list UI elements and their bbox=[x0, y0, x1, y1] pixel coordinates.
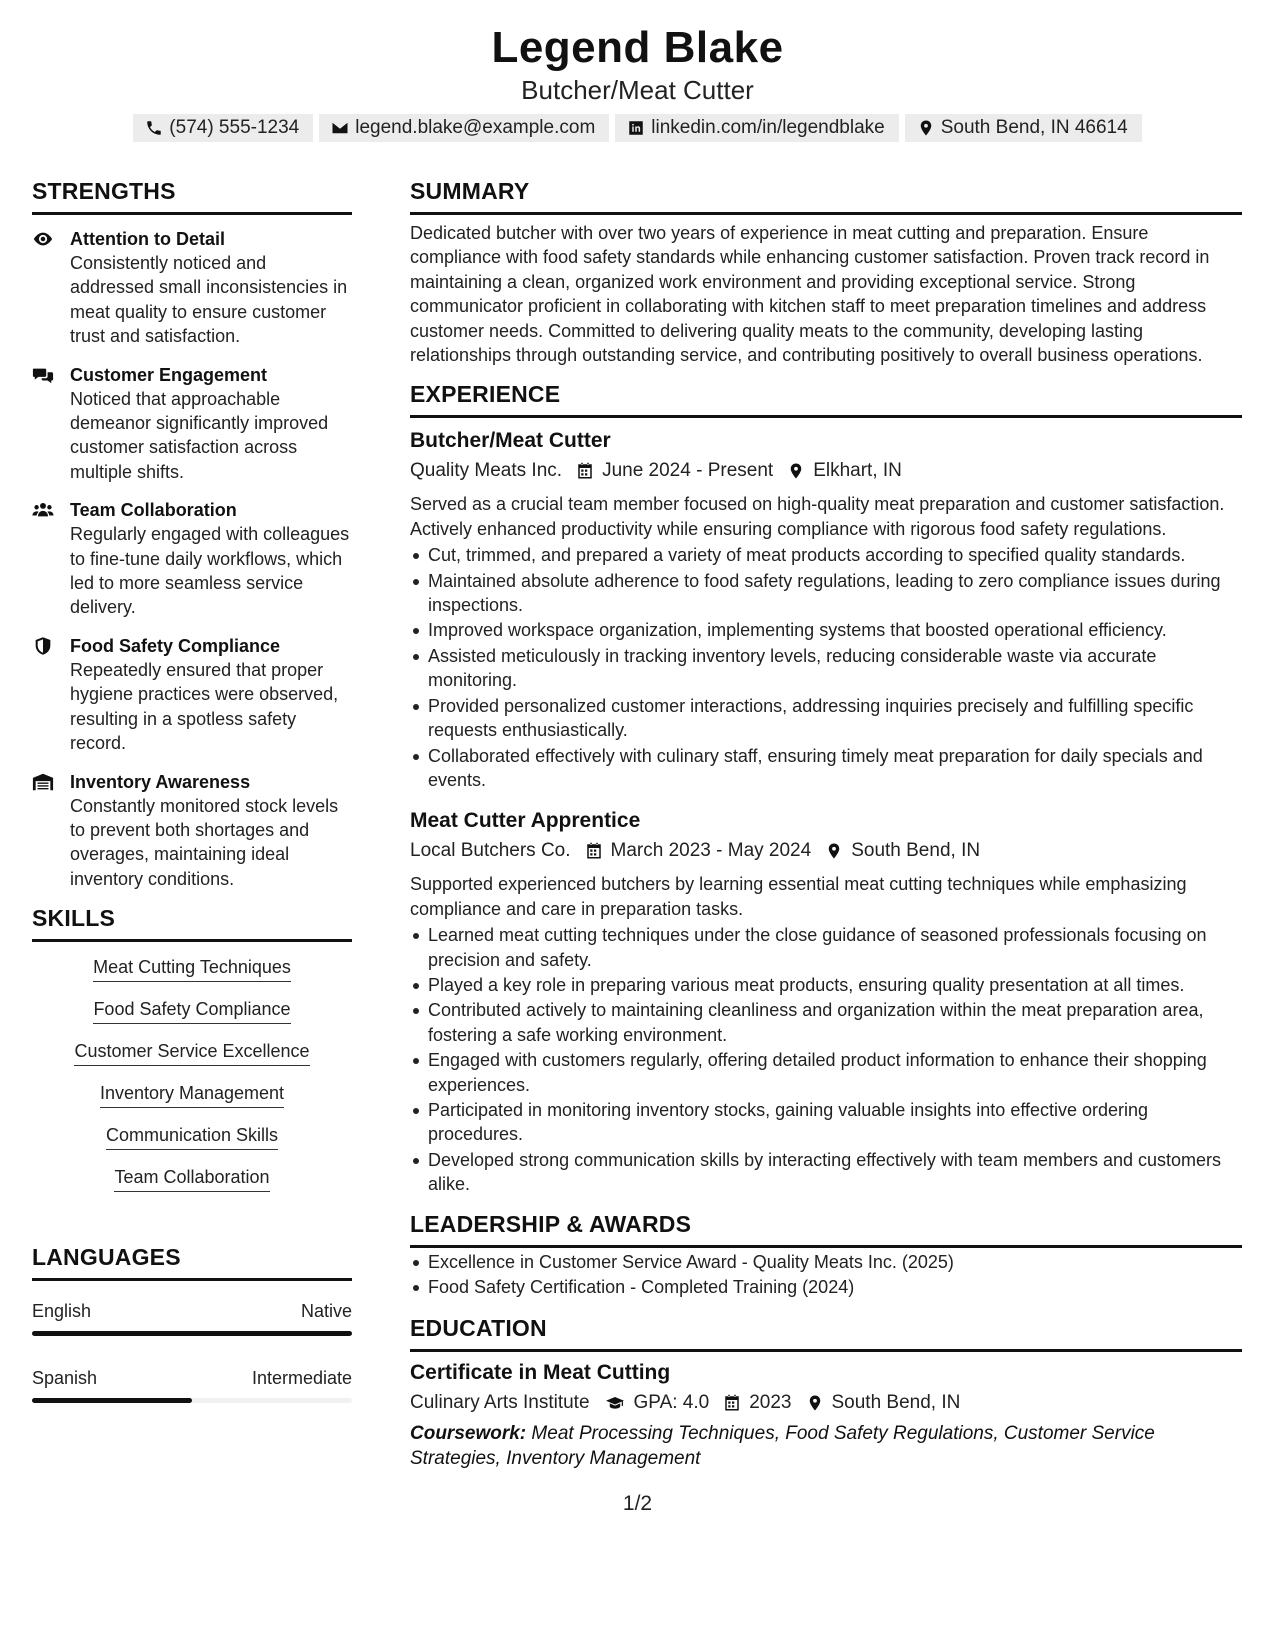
job-bullet: Contributed actively to maintaining cleanliness and organization within the meat preparation area, fostering a safe working environment. bbox=[428, 998, 1242, 1047]
language-item bbox=[32, 1299, 352, 1336]
job-company: Quality Meats Inc. bbox=[410, 460, 563, 482]
contact-linkedin[interactable] bbox=[615, 114, 898, 142]
skill-tag: Meat Cutting Techniques bbox=[93, 956, 291, 982]
location-pin-icon bbox=[825, 842, 843, 860]
job-dates: March 2023 - May 2024 bbox=[610, 840, 812, 862]
coursework bbox=[410, 1422, 1242, 1471]
job-bullet: Maintained absolute adherence to food safety regulations, leading to zero compliance issues during inspections. bbox=[428, 569, 1242, 618]
resume-header bbox=[0, 0, 1275, 142]
language-proficiency-bar bbox=[32, 1331, 352, 1336]
candidate-name: Legend Blake bbox=[491, 23, 784, 72]
skills-section bbox=[32, 905, 352, 1208]
language-item bbox=[32, 1366, 352, 1403]
gpa: GPA: 4.0 bbox=[633, 1392, 710, 1414]
job-bullet: Played a key role in preparing various meat products, ensuring quality presentation at all times. bbox=[428, 973, 1242, 997]
job-bullet: Collaborated effectively with culinary staff, ensuring timely meat preparation for daily specials and events. bbox=[428, 744, 1242, 793]
skill-tag: Customer Service Excellence bbox=[74, 1040, 309, 1066]
location-pin-icon bbox=[787, 462, 805, 480]
languages-section bbox=[32, 1244, 352, 1403]
warehouse-icon bbox=[32, 772, 54, 792]
strength-title: Inventory Awareness bbox=[70, 771, 251, 792]
skill-tag: Inventory Management bbox=[100, 1082, 284, 1108]
language-proficiency-fill bbox=[32, 1398, 192, 1403]
summary-section bbox=[410, 178, 1242, 367]
contact-email[interactable] bbox=[319, 114, 609, 142]
job-bullet: Developed strong communication skills by interacting effectively with team members and customers alike. bbox=[428, 1148, 1242, 1197]
strength-item bbox=[32, 634, 352, 756]
job-bullet: Learned meat cutting techniques under the close guidance of seasoned professionals focusing on precision and safety. bbox=[428, 923, 1242, 972]
award-item: Food Safety Certification - Completed Training (2024) bbox=[428, 1275, 1242, 1299]
strengths-section bbox=[32, 178, 352, 891]
education-section bbox=[410, 1315, 1242, 1471]
eye-icon bbox=[32, 229, 54, 249]
job-bullet: Provided personalized customer interactions, addressing inquiries precisely and fulfilling specific requests enthusiastically. bbox=[428, 694, 1242, 743]
awards-section bbox=[410, 1211, 1242, 1300]
strength-desc: Repeatedly ensured that proper hygiene practices were observed, resulting in a spotless safety record. bbox=[70, 659, 339, 754]
graduation-year: 2023 bbox=[749, 1392, 792, 1414]
degree-title: Certificate in Meat Cutting bbox=[410, 1361, 671, 1385]
strength-title: Attention to Detail bbox=[70, 229, 225, 249]
school-name: Culinary Arts Institute bbox=[410, 1392, 590, 1414]
language-proficiency-bar bbox=[32, 1398, 352, 1403]
calendar-icon bbox=[576, 462, 594, 480]
calendar-icon bbox=[585, 842, 603, 860]
envelope-icon bbox=[331, 119, 349, 137]
language-level: Native bbox=[300, 1301, 352, 1322]
page-number: 1/2 bbox=[622, 1492, 653, 1515]
location-pin-icon bbox=[806, 1394, 824, 1412]
award-item: Excellence in Customer Service Award - Quality Meats Inc. (2025) bbox=[428, 1250, 1242, 1274]
contact-linkedin-text: linkedin.com/in/legendblake bbox=[651, 117, 885, 138]
contact-phone-text: (574) 555-1234 bbox=[169, 117, 300, 138]
languages-heading: LANGUAGES bbox=[32, 1244, 352, 1281]
strength-desc: Consistently noticed and addressed small inconsistencies in meat quality to ensure customer trust and satisfaction. bbox=[70, 253, 348, 347]
job-entry bbox=[410, 806, 1242, 1196]
language-name: English bbox=[32, 1301, 92, 1322]
job-company: Local Butchers Co. bbox=[410, 840, 571, 862]
contact-email-text: legend.blake@example.com bbox=[355, 117, 596, 138]
left-column bbox=[32, 178, 352, 1471]
right-column bbox=[410, 178, 1242, 1471]
strength-desc: Noticed that approachable demeanor significantly improved customer satisfaction across multiple shifts. bbox=[70, 388, 329, 482]
job-entry bbox=[410, 426, 1242, 792]
strength-item bbox=[32, 363, 352, 485]
job-description: Supported experienced butchers by learning essential meat cutting techniques while emphasizing compliance and care in preparation tasks. bbox=[410, 874, 1187, 919]
phone-icon bbox=[145, 119, 163, 137]
shield-icon bbox=[32, 636, 54, 656]
awards-heading: LEADERSHIP & AWARDS bbox=[410, 1211, 1242, 1248]
job-bullet: Participated in monitoring inventory stocks, gaining valuable insights into effective ordering procedures. bbox=[428, 1098, 1242, 1147]
job-location: South Bend, IN bbox=[851, 840, 981, 862]
strength-item bbox=[32, 227, 352, 349]
contact-phone[interactable] bbox=[133, 114, 313, 142]
job-title: Butcher/Meat Cutter bbox=[410, 429, 611, 453]
skills-heading: SKILLS bbox=[32, 905, 352, 942]
job-dates: June 2024 - Present bbox=[602, 460, 774, 482]
calendar-icon bbox=[723, 1394, 741, 1412]
strength-desc: Regularly engaged with colleagues to fine-tune daily workflows, which led to more seamless service delivery. bbox=[70, 524, 350, 618]
job-bullet: Improved workspace organization, implementing systems that boosted operational efficiency. bbox=[428, 618, 1242, 642]
strength-item bbox=[32, 770, 352, 892]
location-pin-icon bbox=[917, 119, 935, 137]
users-icon bbox=[32, 500, 54, 520]
job-description: Served as a crucial team member focused on high-quality meat preparation and customer satisfaction. Actively enhanced productivity while ensuring compliance with rigorous food safety regulations. bbox=[410, 494, 1225, 539]
linkedin-icon bbox=[627, 119, 645, 137]
candidate-title: Butcher/Meat Cutter bbox=[521, 75, 754, 105]
contact-location-text: South Bend, IN 46614 bbox=[940, 117, 1128, 138]
job-bullet: Engaged with customers regularly, offering detailed product information to enhance their shopping experiences. bbox=[428, 1048, 1242, 1097]
coursework-list: Meat Processing Techniques, Food Safety Regulations, Customer Service Strategies, Inventory Management bbox=[410, 1423, 1155, 1469]
experience-section bbox=[410, 381, 1242, 1196]
language-name: Spanish bbox=[32, 1368, 98, 1389]
language-proficiency-fill bbox=[32, 1331, 352, 1336]
strength-title: Customer Engagement bbox=[70, 364, 268, 385]
school-location: South Bend, IN bbox=[831, 1392, 961, 1414]
summary-text: Dedicated butcher with over two years of experience in meat cutting and preparation. Ensure compliance with food safety standards while enhancing customer satisfaction. Proven track record in maintaining a clean, organized work environment and providing exceptional service. Strong communicator proficient in collaborating with kitchen staff to meet preparation timelines and address customer needs. Committed to delivering quality meats to the community, developing lasting relationships through outstanding service, and contributing positively to overall business operations. bbox=[410, 223, 1210, 366]
coursework-label: Coursework: bbox=[410, 1423, 527, 1445]
strength-title: Team Collaboration bbox=[70, 500, 237, 521]
job-title: Meat Cutter Apprentice bbox=[410, 809, 641, 833]
job-location: Elkhart, IN bbox=[813, 460, 902, 482]
summary-heading: SUMMARY bbox=[410, 178, 1242, 215]
job-bullet: Cut, trimmed, and prepared a variety of meat products according to specified quality standards. bbox=[428, 543, 1242, 567]
contact-bar bbox=[0, 114, 1275, 142]
skill-tag: Team Collaboration bbox=[114, 1166, 269, 1192]
skill-tag: Communication Skills bbox=[106, 1124, 278, 1150]
contact-location bbox=[905, 114, 1142, 142]
skill-tag: Food Safety Compliance bbox=[93, 998, 290, 1024]
education-heading: EDUCATION bbox=[410, 1315, 1242, 1352]
strength-title: Food Safety Compliance bbox=[70, 635, 281, 656]
strength-desc: Constantly monitored stock levels to prevent both shortages and overages, maintaining ideal inventory conditions. bbox=[70, 795, 339, 889]
graduation-cap-icon bbox=[604, 1394, 626, 1412]
job-bullet: Assisted meticulously in tracking inventory levels, reducing considerable waste via accurate monitoring. bbox=[428, 644, 1242, 693]
strengths-heading: STRENGTHS bbox=[32, 178, 352, 215]
experience-heading: EXPERIENCE bbox=[410, 381, 1242, 418]
language-level: Intermediate bbox=[251, 1368, 352, 1389]
comments-icon bbox=[32, 365, 54, 385]
strength-item bbox=[32, 498, 352, 620]
